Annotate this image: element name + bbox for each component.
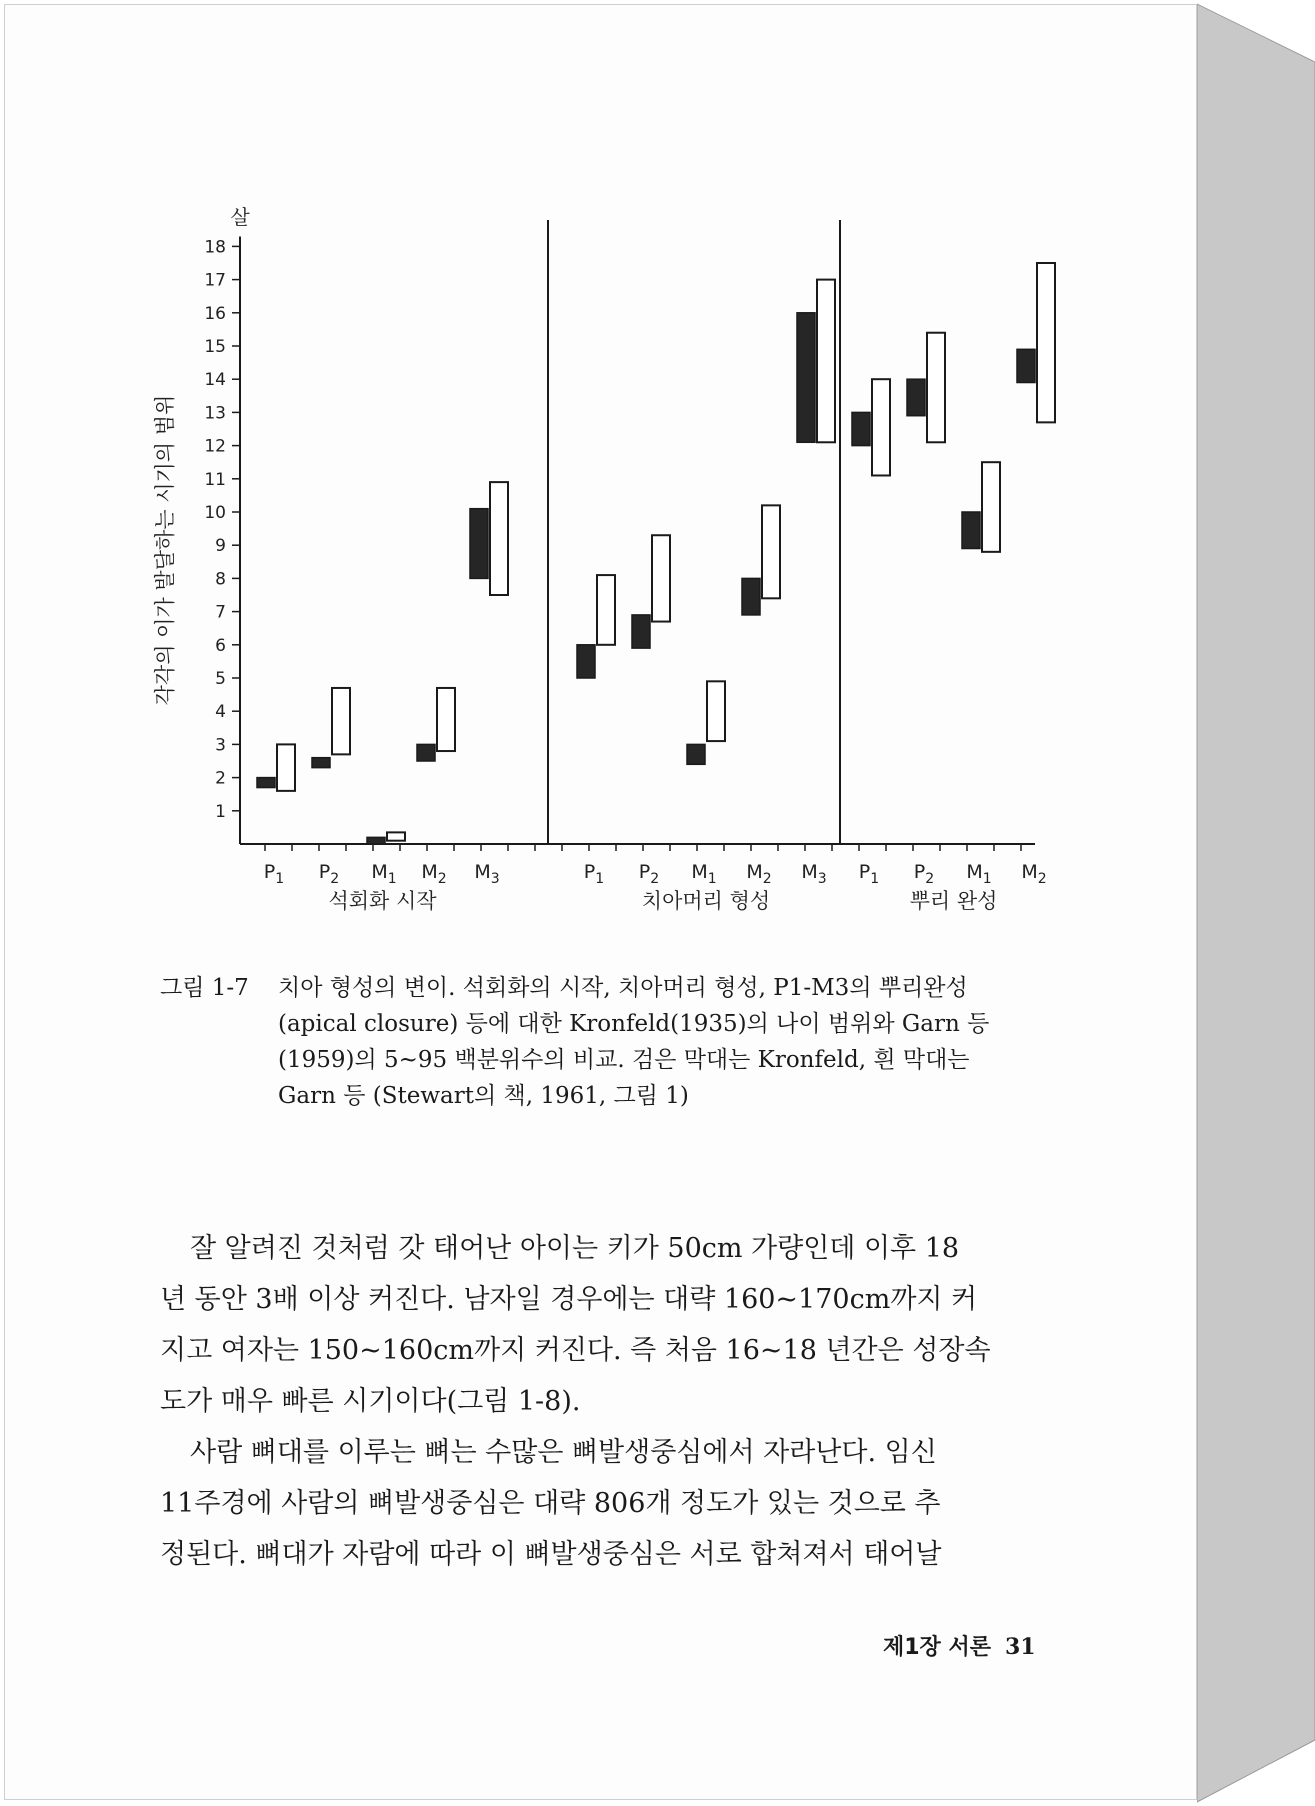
caption-line: Garn 등 (Stewart의 책, 1961, 그림 1) — [278, 1083, 689, 1109]
tooth-label — [264, 861, 284, 887]
tooth-label — [966, 861, 991, 887]
kronfeld-bar — [577, 645, 595, 678]
tooth-subscript: 2 — [762, 871, 772, 887]
tooth-label — [914, 861, 934, 887]
body-line: 년 동안 3배 이상 커진다. 남자일 경우에는 대략 160~170cm까지 커 — [160, 1284, 978, 1315]
kronfeld-bar — [1017, 349, 1035, 382]
garn-bar — [762, 505, 780, 598]
y-tick-label: 7 — [215, 602, 226, 623]
tooth-letter: P — [913, 861, 926, 883]
tooth-subscript: 1 — [595, 871, 605, 887]
tooth-subscript: 2 — [437, 871, 447, 887]
tooth-letter: M — [801, 861, 818, 883]
tooth-subscript: 2 — [650, 871, 660, 887]
garn-bar — [817, 280, 835, 443]
tooth-development-chart — [0, 0, 1197, 960]
caption-line: (apical closure) 등에 대한 Kronfeld(1935)의 나이 범위와 Garn 등 — [278, 1011, 990, 1037]
tooth-letter: M — [691, 861, 708, 883]
tooth-subscript: 2 — [330, 871, 340, 887]
kronfeld-bar — [257, 778, 275, 788]
y-unit-label: 살 — [230, 205, 250, 229]
tooth-letter: P — [583, 861, 596, 883]
y-tick-label: 14 — [204, 370, 226, 391]
y-tick-label: 8 — [215, 569, 226, 590]
page-footer — [883, 1630, 1036, 1661]
tooth-letter: P — [858, 861, 871, 883]
tooth-subscript: 1 — [870, 871, 880, 887]
garn-bar — [437, 688, 455, 751]
y-tick-label: 9 — [215, 536, 226, 557]
tooth-label — [691, 861, 716, 887]
tooth-subscript: 2 — [925, 871, 935, 887]
body-line: 정된다. 뼈대가 자람에 따라 이 뼈발생중심은 서로 합쳐져서 태어날 — [160, 1539, 942, 1570]
y-tick-label: 6 — [215, 635, 226, 656]
body-line: 11주경에 사람의 뼈발생중심은 대략 806개 정도가 있는 것으로 추 — [160, 1488, 941, 1519]
caption-line: 치아 형성의 변이. 석회화의 시작, 치아머리 형성, P1-M3의 뿌리완성 — [278, 975, 968, 1001]
kronfeld-bar — [470, 509, 488, 579]
garn-bar — [387, 832, 405, 840]
body-line: 지고 여자는 150~160cm까지 커진다. 즉 처음 16~18 년간은 성장속 — [160, 1335, 991, 1366]
tooth-letter: P — [318, 861, 331, 883]
tooth-label — [746, 861, 771, 887]
kronfeld-bar — [852, 412, 870, 445]
tooth-label — [319, 861, 339, 887]
garn-bar — [982, 462, 1000, 552]
kronfeld-bar — [632, 615, 650, 648]
body-line: 잘 알려진 것처럼 갓 태어난 아이는 키가 50cm 가량인데 이후 18 — [190, 1233, 960, 1264]
tooth-letter: M — [474, 861, 491, 883]
tooth-subscript: 1 — [275, 871, 285, 887]
y-tick-label: 5 — [215, 669, 226, 689]
garn-bar — [597, 575, 615, 645]
kronfeld-bar — [962, 512, 980, 549]
tooth-label — [474, 861, 499, 887]
tooth-label — [421, 861, 446, 887]
tooth-label — [584, 861, 604, 887]
garn-bar — [277, 744, 295, 790]
y-tick-label: 13 — [204, 403, 226, 424]
panel-label: 석회화 시작 — [328, 889, 437, 913]
y-tick-label: 15 — [204, 337, 226, 357]
garn-bar — [490, 482, 508, 595]
tooth-letter: M — [421, 861, 438, 883]
y-tick-label: 16 — [204, 303, 226, 324]
garn-bar — [707, 681, 725, 741]
y-axis-title: 각각의 이가 발달하는 시기의 범위 — [153, 394, 177, 706]
garn-bar — [332, 688, 350, 754]
tooth-subscript: 2 — [1037, 871, 1047, 887]
tooth-letter: M — [371, 861, 388, 883]
tooth-subscript: 1 — [982, 871, 992, 887]
y-tick-label: 18 — [204, 237, 226, 258]
kronfeld-bar — [907, 379, 925, 416]
y-tick-label: 2 — [215, 768, 226, 789]
tooth-label — [371, 861, 396, 887]
tooth-label — [801, 861, 826, 887]
tooth-subscript: 1 — [387, 871, 397, 887]
caption-label: 그림 1-7 — [160, 975, 249, 1001]
y-tick-label: 11 — [204, 469, 226, 490]
y-tick-label: 12 — [204, 436, 226, 457]
kronfeld-bar — [742, 578, 760, 615]
y-tick-label: 4 — [215, 702, 226, 723]
y-tick-label: 10 — [204, 503, 226, 523]
kronfeld-bar — [797, 313, 815, 442]
tooth-label — [859, 861, 879, 887]
panel-label: 뿌리 완성 — [909, 889, 998, 913]
tooth-letter: M — [1021, 861, 1038, 883]
garn-bar — [652, 535, 670, 621]
tooth-label — [1021, 861, 1046, 887]
tooth-letter: M — [746, 861, 763, 883]
book-spine-edge — [1197, 0, 1315, 1806]
kronfeld-bar — [312, 758, 330, 768]
caption-line: (1959)의 5~95 백분위수의 비교. 검은 막대는 Kronfeld, 흰 막대는 — [278, 1047, 970, 1073]
tooth-letter: M — [966, 861, 983, 883]
tooth-subscript: 3 — [817, 871, 827, 887]
tooth-label — [639, 861, 659, 887]
tooth-letter: P — [263, 861, 276, 883]
y-tick-label: 3 — [215, 735, 226, 756]
y-tick-label: 1 — [215, 801, 226, 822]
garn-bar — [927, 333, 945, 443]
body-line: 도가 매우 빠른 시기이다(그림 1-8). — [160, 1386, 581, 1417]
garn-bar — [1037, 263, 1055, 422]
chapter-title: 제1장 서론 — [883, 1635, 991, 1660]
panel-label: 치아머리 형성 — [641, 889, 771, 913]
page-number: 31 — [1004, 1634, 1036, 1660]
kronfeld-bar — [687, 744, 705, 764]
kronfeld-bar — [367, 837, 385, 844]
garn-bar — [872, 379, 890, 475]
y-tick-label: 17 — [204, 270, 226, 291]
tooth-subscript: 1 — [707, 871, 717, 887]
tooth-letter: P — [638, 861, 651, 883]
body-line: 사람 뼈대를 이루는 뼈는 수많은 뼈발생중심에서 자라난다. 임신 — [190, 1437, 937, 1468]
kronfeld-bar — [417, 744, 435, 761]
tooth-subscript: 3 — [490, 871, 500, 887]
